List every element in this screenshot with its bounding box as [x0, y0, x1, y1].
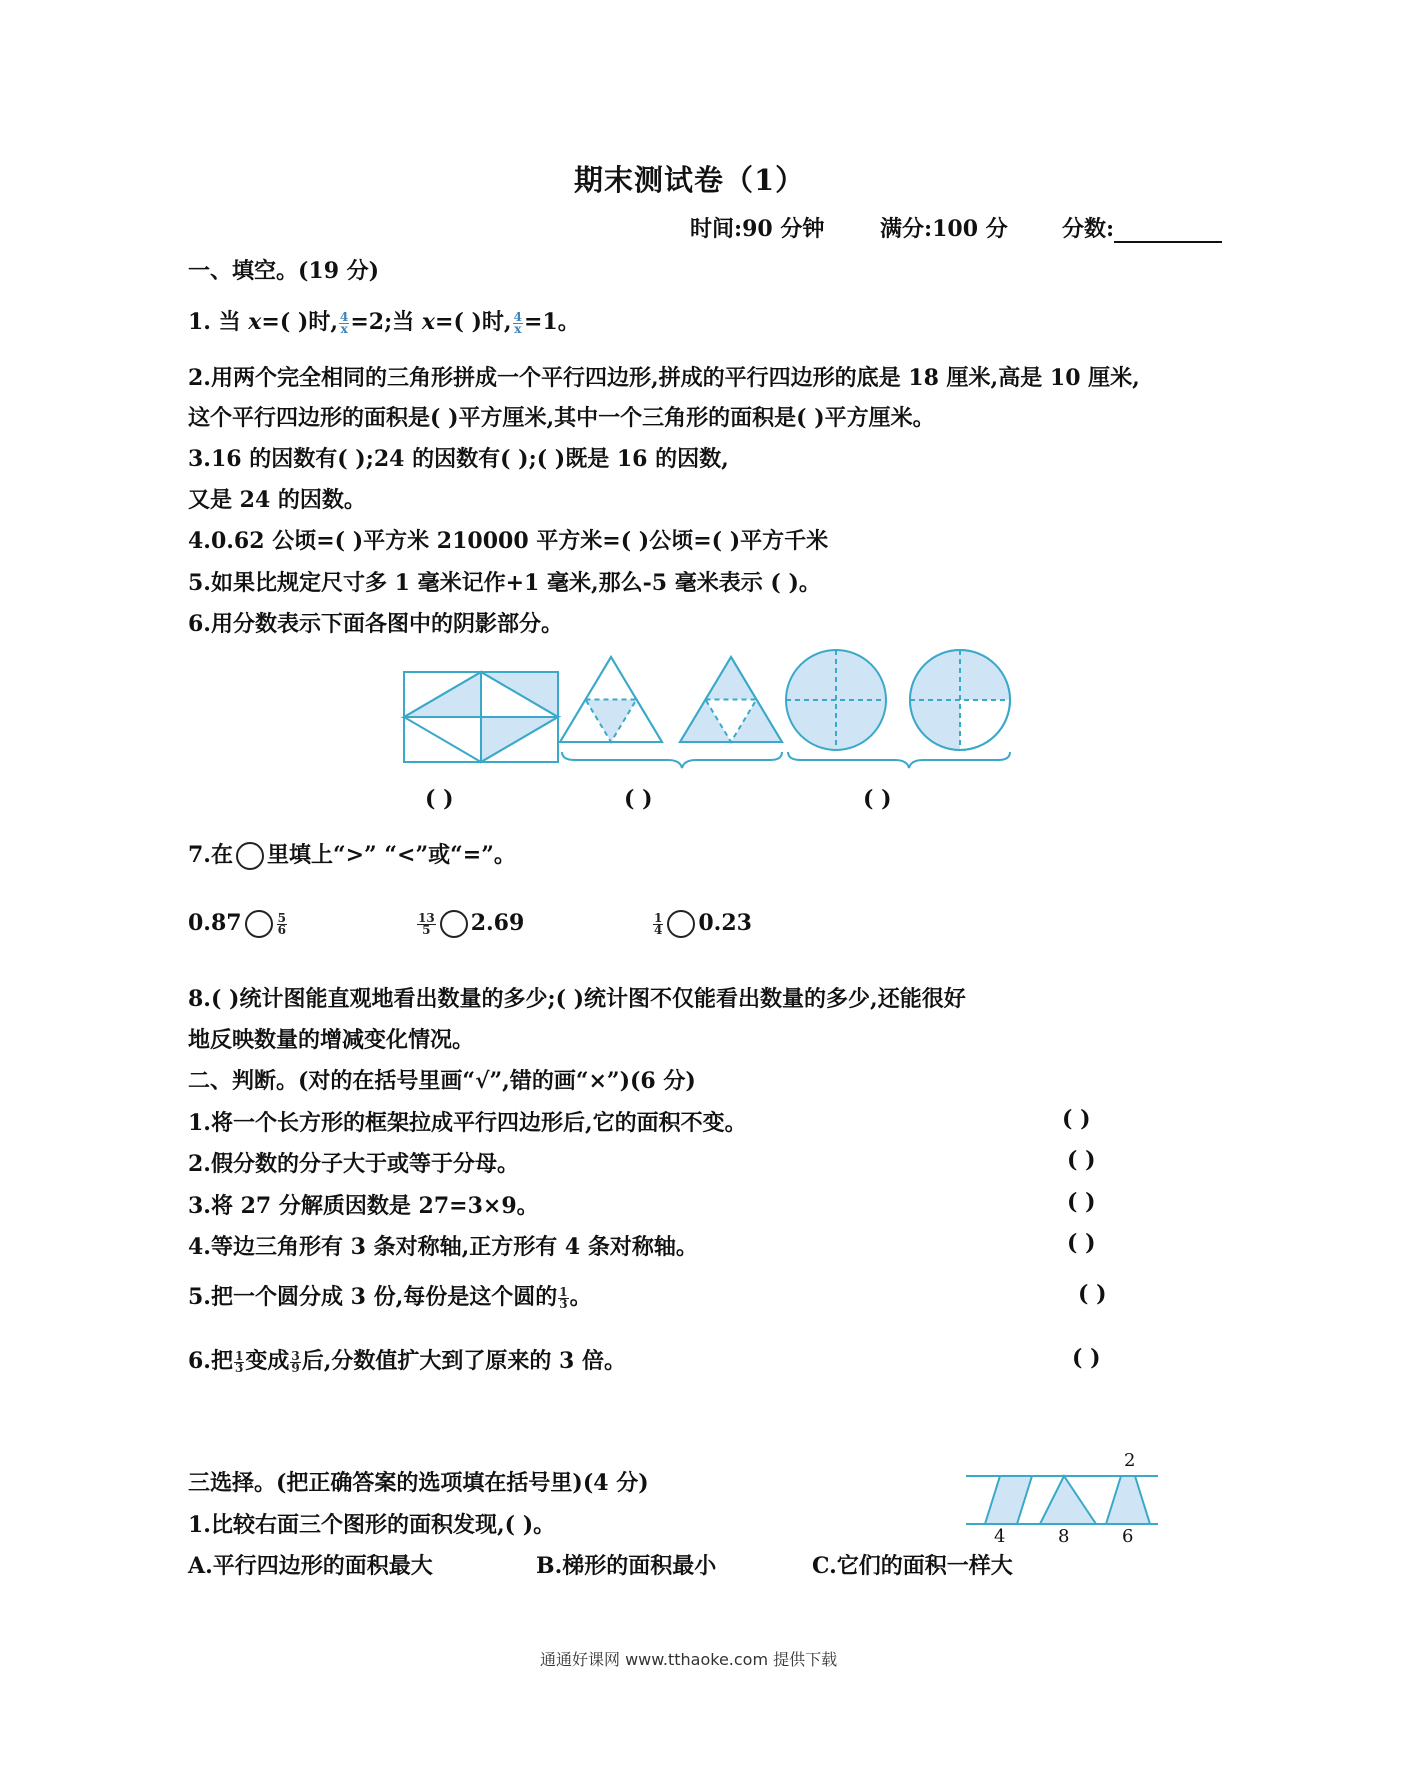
- figure-label-b3: 6: [1122, 1526, 1134, 1547]
- trapezoid-shape: [1106, 1476, 1150, 1524]
- q6-answer-3: ( ): [863, 786, 892, 812]
- q1-8-line2: 地反映数量的增减变化情况。: [188, 1027, 475, 1053]
- fraction: $\frac{4}{x}$: [513, 309, 522, 336]
- choice-option-c: C.它们的面积一样大: [812, 1553, 1013, 1579]
- judge-paren-3: ( ): [1067, 1189, 1096, 1215]
- judge-paren-2: ( ): [1067, 1147, 1096, 1173]
- judge-item-4: 4.等边三角形有 3 条对称轴,正方形有 4 条对称轴。: [188, 1234, 698, 1260]
- judge-paren-6: ( ): [1072, 1345, 1101, 1371]
- score-label: 分数:: [1062, 212, 1222, 243]
- q7-item-2: $\frac{13}{5}$ 2.69: [418, 910, 525, 937]
- choice-option-a: A.平行四边形的面积最大: [188, 1553, 433, 1579]
- q7-item-3: $\frac{1}{4}$ 0.23: [654, 910, 752, 937]
- judge-item-1: 1.将一个长方形的框架拉成平行四边形后,它的面积不变。: [188, 1110, 747, 1136]
- fraction: $\frac{1}{3}$: [559, 1284, 568, 1311]
- triangle-shape: [1040, 1476, 1096, 1524]
- judge-item-5: 5.把一个圆分成 3 份,每份是这个圆的 $\frac{1}{3}$ 。: [188, 1284, 592, 1311]
- q1-2-line1: 2.用两个完全相同的三角形拼成一个平行四边形,拼成的平行四边形的底是 18 厘米,高是 10 厘米,: [188, 365, 1140, 391]
- q1-8-line1: 8.( )统计图能直观地看出数量的多少;( )统计图不仅能看出数量的多少,还能很好: [188, 986, 966, 1012]
- parallelogram-shape: [985, 1476, 1032, 1524]
- q6-answer-1: ( ): [425, 786, 454, 812]
- figure-label-b2: 8: [1058, 1526, 1070, 1547]
- fraction: $\frac{5}{6}$: [277, 910, 286, 937]
- q1-7: 7.在 里填上“>” “<”或“=”。: [188, 842, 516, 868]
- judge-item-6: 6.把 $\frac{1}{3}$ 变成 $\frac{3}{9}$ 后,分数值扩大到了原来的 3 倍。: [188, 1348, 626, 1375]
- figure-label-b1: 4: [994, 1526, 1006, 1547]
- q1-3-line2: 又是 24 的因数。: [188, 487, 366, 513]
- fraction: $\frac{1}{4}$: [654, 910, 663, 937]
- q1-2-line2: 这个平行四边形的面积是( )平方厘米,其中一个三角形的面积是( )平方厘米。: [188, 405, 935, 431]
- q1-4: 4.0.62 公顷=( )平方米 210000 平方米=( )公顷=( )平方千米: [188, 528, 829, 554]
- section3-heading: 三选择。(把正确答案的选项填在括号里)(4 分): [188, 1470, 649, 1496]
- q1-1: 1. 当 x=( )时, $\frac{4}{x}$ =2;当 x=( )时, $\frac{4}{x}$ =1。: [188, 309, 580, 336]
- judge-paren-4: ( ): [1067, 1230, 1096, 1256]
- fraction: $\frac{4}{x}$: [340, 309, 349, 336]
- time-label: 时间:90 分钟: [690, 216, 825, 242]
- q1-3-line1: 3.16 的因数有( );24 的因数有( );( )既是 16 的因数,: [188, 446, 729, 472]
- footer-text: 通通好课网 www.tthaoke.com 提供下载: [540, 1650, 838, 1669]
- judge-paren-5: ( ): [1078, 1281, 1107, 1307]
- section2-heading: 二、判断。(对的在括号里画“√”,错的画“×”)(6 分): [188, 1068, 696, 1094]
- full-score-label: 满分:100 分: [880, 216, 1008, 242]
- q7-item-1: 0.87 $\frac{5}{6}$: [188, 910, 286, 937]
- q1-6: 6.用分数表示下面各图中的阴影部分。: [188, 611, 563, 637]
- judge-item-2: 2.假分数的分子大于或等于分母。: [188, 1151, 519, 1177]
- choice-option-b: B.梯形的面积最小: [536, 1553, 717, 1579]
- judge-paren-1: ( ): [1062, 1106, 1091, 1132]
- choice-q1: 1.比较右面三个图形的面积发现,( )。: [188, 1512, 556, 1538]
- judge-item-3: 3.将 27 分解质因数是 27=3×9。: [188, 1193, 539, 1219]
- page-title: 期末测试卷（1）: [574, 163, 806, 197]
- figure-label-top: 2: [1124, 1450, 1136, 1471]
- q6-answer-2: ( ): [624, 786, 653, 812]
- fraction: $\frac{13}{5}$: [418, 910, 435, 937]
- section1-heading: 一、填空。(19 分): [188, 258, 380, 284]
- fraction: $\frac{3}{9}$: [291, 1348, 300, 1375]
- q1-5: 5.如果比规定尺寸多 1 毫米记作+1 毫米,那么-5 毫米表示 ( )。: [188, 570, 821, 596]
- fraction: $\frac{1}{3}$: [234, 1348, 244, 1375]
